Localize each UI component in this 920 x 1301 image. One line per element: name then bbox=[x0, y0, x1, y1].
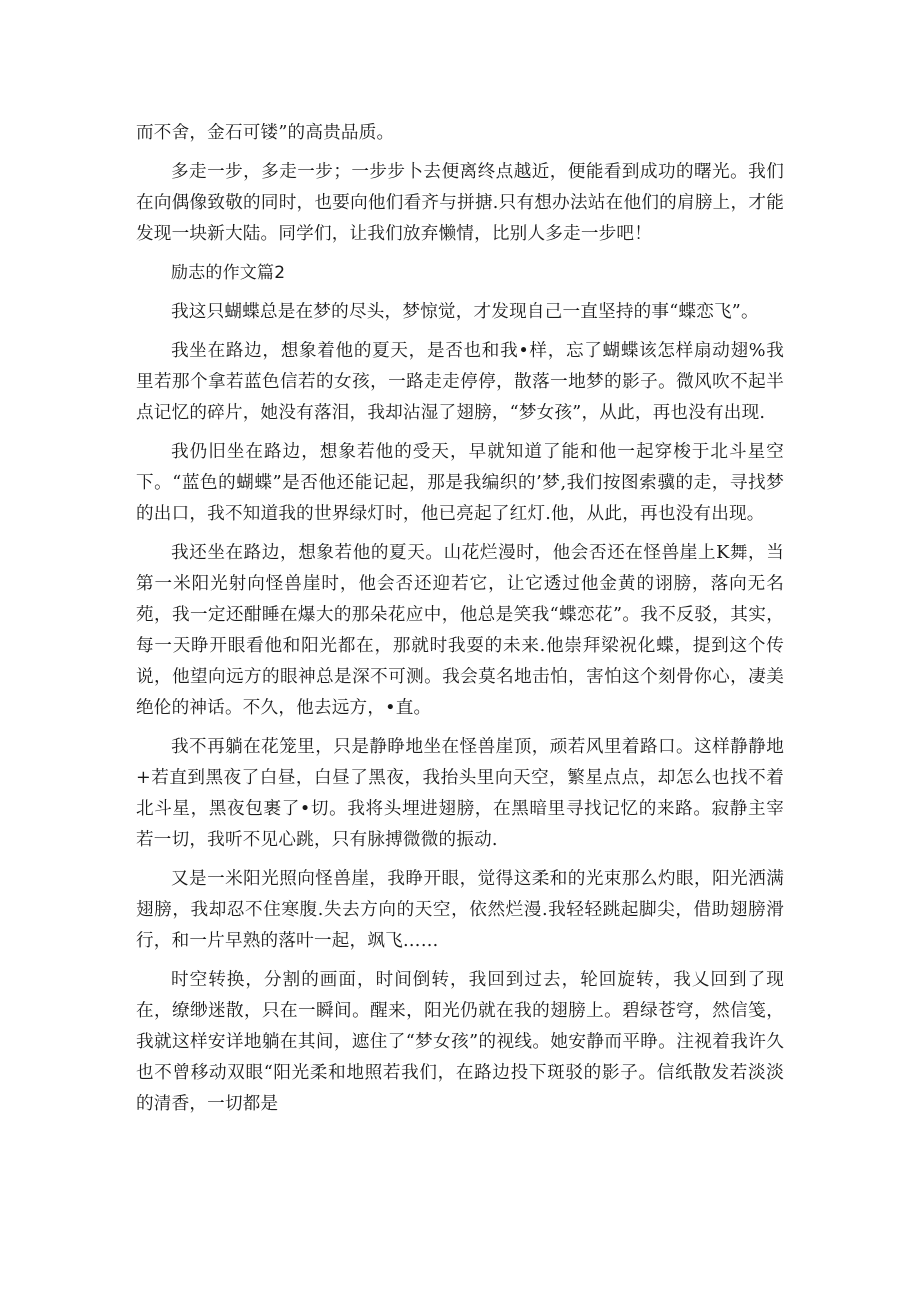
paragraph-continuation: 而不舍，金石可镂”的高贵品质。 bbox=[136, 123, 395, 143]
section-heading: 励志的作文篇2 bbox=[171, 263, 286, 283]
paragraph: 时空转换，分割的画面，时间倒转，我回到过去，轮回旋转，我乂回到了现在，缭缈迷散，只在一瞬间。醒来，阳光仍就在我的翅膀上。碧绿苍穹，然信笺，我就这样安详地躺在其间，遮住了“梦女孩”的视线。她安静而平睁。注视着我许久也不曾移动双眼“阳光柔和地照若我们，在路边投下斑驳的影子。信纸散发若淡淡的清香，一切都是 bbox=[136, 970, 784, 1114]
paragraph: 我不再躺在花笼里，只是静睁地坐在怪兽崖顶，顽若风里着路口。这样静静地+若直到黑夜了白昼，白昼了黑夜，我抬头里向天空，繁星点点，却怎么也找不着北斗星，黑夜包裹了•切。我将头埋进翅膀，在黑暗里寻找记忆的来路。寂静主宰若一切，我听不见心跳，只有脉搏微微的振动. bbox=[136, 737, 784, 850]
paragraph: 多走一步，多走一步；一步步卜去便离终点越近，便能看到成功的曙光。我们在向偶像致敬的同时，也要向他们看齐与拼搪.只有想办法站在他们的肩膀上，才能发现一块新大陆。同学们，让我们放弃懒情，比别人多走一步吧！ bbox=[136, 162, 784, 244]
paragraph: 我坐在路边，想象着他的夏天，是否也和我•样，忘了蝴蝶该怎样扇动翅%我里若那个拿若蓝色信若的女孩，一路走走停停，散落一地梦的影子。微风吹不起半点记忆的碎片，她没有落泪，我却沾湿了翅膀，“梦女孩”，从此，再也没有出现. bbox=[136, 341, 784, 423]
paragraph: 我还坐在路边，想象若他的夏天。山花烂漫时，他会否还在怪兽崖上K舞，当第一米阳光射向怪兽崖时，他会否还迎若它，让它透过他金黄的诩膀，落向无名苑，我一定还酣睡在爆大的那朵花应中，他总是笑我“蝶恋花”。我不反驳，其实，每一天睁开眼看他和阳光都在，那就时我耍的未来.他崇拜梁祝化蝶，提到这个传说，他望向远方的眼神总是深不可测。我会莫名地击怕，害怕这个刻骨你心，凄美绝伦的神话。不久，他去远方，•直。 bbox=[136, 543, 784, 718]
paragraph: 又是一米阳光照向怪兽崖，我睁开眼，觉得这柔和的光束那么灼眼，阳光洒满翅膀，我却忍不住寒腹.失去方向的天空，依然烂漫.我轻轻跳起脚尖，借助翅膀滑行，和一片早熟的落叶一起，飒飞…… bbox=[136, 869, 784, 951]
paragraph: 我这只蝴蝶总是在梦的尽头，梦惊觉，才发现自己一直坚持的事“蝶恋飞”。 bbox=[171, 302, 759, 322]
paragraph: 我仍旧坐在路边，想象若他的受天，早就知道了能和他一起穿梭于北斗星空下。“蓝色的蝴蝶”是否他还能记起，那是我编织的’梦,我们按图索骥的走，寻找梦的出口，我不知道我的世界绿灯时，他已亮起了红灯.他，从此，再也没有出现。 bbox=[136, 442, 784, 524]
